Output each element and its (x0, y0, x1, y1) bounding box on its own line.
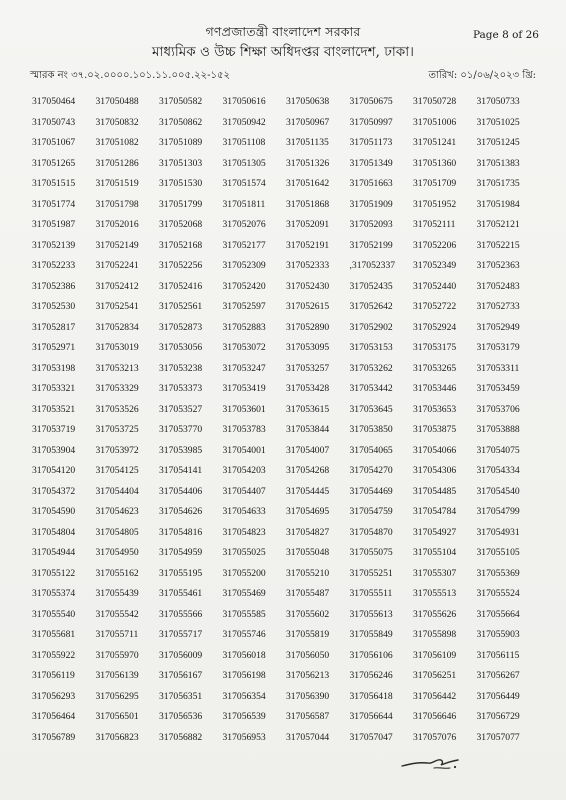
roll-number-cell: 317054485 (413, 485, 457, 497)
roll-number-cell: 317050464 (32, 96, 76, 107)
roll-number-cell: 317056267 (476, 670, 520, 681)
roll-number-cell: 317051799 (159, 198, 203, 210)
roll-number-cell: 317055075 (349, 547, 393, 558)
roll-number-cell: 317052902 (349, 321, 393, 333)
roll-number-cell: 317051735 (476, 178, 520, 189)
roll-number-cell: 317053719 (32, 424, 76, 435)
roll-number-cell: 317056139 (95, 670, 139, 681)
roll-number-cell: 317053095 (286, 342, 330, 353)
roll-number-cell: 317053601 (222, 403, 266, 415)
roll-number-cell: 317056106 (349, 649, 393, 661)
roll-number-cell: 317055626 (413, 608, 457, 620)
roll-number-cell: 317056018 (222, 649, 266, 661)
roll-number-cell: 317053875 (413, 424, 457, 435)
roll-number-cell: 317056644 (349, 711, 393, 722)
roll-number-cell: 317054759 (349, 506, 393, 517)
roll-number-cell: 317055025 (222, 547, 266, 558)
roll-number-cell: 317051326 (286, 157, 330, 169)
roll-number-cell: 317054959 (159, 547, 203, 558)
roll-number-cell: 317056351 (159, 690, 203, 702)
roll-number-cell: 317055898 (413, 629, 457, 640)
roll-number-cell: 317051025 (476, 116, 520, 128)
roll-number-cell: 317056953 (222, 731, 266, 743)
roll-number-cell: 317055849 (349, 629, 393, 640)
roll-number-cell: 317053706 (476, 403, 520, 415)
roll-number-cell: 317055717 (159, 629, 203, 640)
roll-number-cell: 317053521 (32, 403, 76, 415)
roll-number-cell: 317055903 (476, 629, 520, 640)
roll-number-cell: 317056050 (286, 649, 330, 661)
roll-number-cell: 317056646 (413, 711, 457, 722)
roll-number-cell: 317056115 (476, 649, 520, 661)
roll-number-cell: 317056536 (159, 711, 203, 722)
roll-number-cell: 317054469 (349, 485, 393, 497)
roll-number-cell: 317052199 (349, 239, 393, 251)
roll-number-cell: 317050997 (349, 116, 393, 128)
roll-number-cell: 317056823 (95, 731, 139, 743)
roll-number-cell: 317055970 (95, 649, 139, 661)
roll-number-cell: 317053175 (413, 342, 457, 353)
roll-number-cell: 317051245 (476, 137, 520, 148)
roll-number-cell: 317055664 (476, 608, 520, 620)
roll-number-cell: 317051006 (413, 116, 457, 128)
roll-number-cell: 317051135 (286, 137, 329, 148)
roll-number-cell: 317050832 (95, 116, 139, 128)
roll-number-cell: 317053153 (349, 342, 393, 353)
roll-number-cell: 317054944 (32, 547, 76, 558)
roll-number-cell: 317051383 (476, 157, 520, 169)
roll-number-cell: 317056246 (349, 670, 393, 681)
roll-number-cell: 317053645 (349, 403, 393, 415)
roll-number-cell: 317052191 (286, 239, 330, 251)
roll-number-cell: 317052883 (222, 321, 266, 333)
roll-number-cell: 317052215 (476, 239, 520, 251)
roll-number-cell: 317056464 (32, 711, 76, 722)
roll-number-cell: 317053019 (95, 342, 139, 353)
roll-number-cell: 317050638 (286, 96, 330, 107)
roll-number-cell: 317056882 (159, 731, 203, 743)
roll-number-cell: 317051530 (159, 178, 203, 189)
roll-number-cell: 317052541 (95, 301, 139, 312)
roll-number-cell: 317052309 (222, 260, 266, 271)
roll-number-cell: 317054804 (32, 526, 76, 538)
roll-number-cell: 317053238 (159, 362, 203, 374)
roll-number-cell: 317054633 (222, 506, 266, 517)
roll-number-cell: 317052177 (222, 239, 266, 251)
roll-number-cell: 317052890 (286, 321, 330, 333)
roll-number-cell: 317053213 (95, 362, 139, 374)
roll-number-cell: 317055922 (32, 649, 76, 661)
roll-number-cell: 317053844 (286, 424, 330, 435)
memo-number: স্মারক নং ৩৭.০২.০০০০.১০১.১১.০০৫.২২-১৫২ (30, 70, 230, 81)
roll-number-cell: 317052420 (222, 280, 266, 292)
roll-number-cell: 317055461 (159, 588, 203, 599)
roll-number-cell: 317056167 (159, 670, 203, 681)
roll-number-cell: 317056293 (32, 690, 76, 702)
roll-number-cell: 317051774 (32, 198, 76, 210)
roll-number-cell: 317055746 (222, 629, 266, 640)
roll-number-cell: 317053311 (476, 362, 520, 374)
roll-number-cell: 317054001 (222, 444, 266, 456)
roll-number-cell: 317050728 (413, 96, 457, 107)
roll-number-cell: 317052722 (413, 301, 457, 312)
roll-number-cell: 317051798 (95, 198, 139, 210)
roll-number-cell: 317056354 (222, 690, 266, 702)
roll-number-cell: 317052233 (32, 260, 76, 271)
roll-number-cell: 317050942 (222, 116, 266, 128)
roll-number-cell: 317054805 (95, 526, 139, 538)
roll-number-cell: 317054075 (476, 444, 520, 456)
roll-number-cell: 317054334 (476, 465, 520, 476)
roll-number-cell: 317053442 (349, 383, 393, 394)
roll-number-cell: 317052597 (222, 301, 266, 312)
roll-number-cell: 317052430 (286, 280, 330, 292)
roll-number-cell: 317052416 (159, 280, 203, 292)
roll-number-cell: 317051349 (349, 157, 393, 169)
roll-number-cell: 317056539 (222, 711, 266, 722)
roll-number-cell: 317053615 (286, 403, 330, 415)
roll-number-cell: 317057044 (286, 731, 330, 743)
roll-number-cell: 317054125 (95, 465, 139, 476)
roll-number-cell: 317057077 (476, 731, 520, 743)
roll-number-cell: 317054203 (222, 465, 266, 476)
roll-number-cell: 317055104 (413, 547, 457, 558)
roll-number-cell: 317054827 (286, 526, 330, 538)
roll-number-cell: 317053526 (95, 403, 139, 415)
roll-number-cell: 317055513 (413, 588, 457, 599)
roll-number-cell: 317055540 (32, 608, 76, 620)
roll-number-cell: 317052168 (159, 239, 203, 251)
roll-number-cell: 317055602 (286, 608, 330, 620)
signature-icon (398, 752, 468, 778)
roll-number-cell: 317051082 (95, 137, 139, 148)
roll-number-cell: 317052642 (349, 301, 393, 312)
roll-number-cell: 317055613 (349, 608, 393, 620)
roll-number-cell: 317052076 (222, 219, 266, 230)
roll-number-cell: 317057047 (349, 731, 393, 743)
roll-number-cell: 317052241 (95, 260, 139, 271)
roll-number-cell: 317055487 (286, 588, 330, 599)
roll-number-cell: 317053329 (95, 383, 139, 394)
roll-number-cell: 317054404 (95, 485, 139, 497)
roll-number-cell: 317052068 (159, 219, 203, 230)
roll-number-cell: 317051663 (349, 178, 393, 189)
roll-number-cell: 317054268 (286, 465, 330, 476)
roll-number-cell: 317054406 (159, 485, 203, 497)
roll-number-cell: 317055210 (286, 567, 330, 579)
roll-number-cell: 317050675 (349, 96, 393, 107)
roll-number-cell: 317053262 (349, 362, 393, 374)
roll-number-cell: 317056418 (349, 690, 393, 702)
roll-number-cell: 317052412 (95, 280, 139, 292)
roll-number-cell: 317051811 (222, 198, 266, 210)
roll-number-cell: 317054626 (159, 506, 203, 517)
roll-number-cell: 317051642 (286, 178, 330, 189)
roll-number-cell: 317051574 (222, 178, 266, 189)
roll-number-cell: 317052111 (413, 219, 456, 230)
roll-number-cell: 317056213 (286, 670, 330, 681)
roll-number-cell: 317053725 (95, 424, 139, 435)
roll-number-cell: 317052333 (286, 260, 330, 271)
roll-number-cell: 317056198 (222, 670, 266, 681)
roll-number-cell: 317053179 (476, 342, 520, 353)
roll-number-cell: 317055585 (222, 608, 266, 620)
roll-number-cell: 317051909 (349, 198, 393, 210)
roll-number-cell: 317055105 (476, 547, 520, 558)
roll-number-cell: 317053783 (222, 424, 266, 435)
roll-number-cell: 317055369 (476, 567, 520, 579)
roll-number-cell: 317054007 (286, 444, 330, 456)
roll-number-cell: 317051519 (95, 178, 139, 189)
roll-number-cell: 317051067 (32, 137, 76, 148)
roll-number-cell: 317052435 (349, 280, 393, 292)
roll-number-cell: 317051709 (413, 178, 457, 189)
roll-number-cell: 317054927 (413, 526, 457, 538)
roll-number-cell: 317051108 (222, 137, 266, 148)
roll-number-cell: 317052483 (476, 280, 520, 292)
roll-number-cell: 317052121 (476, 219, 520, 230)
roll-number-cell: 317056109 (413, 649, 457, 661)
roll-number-cell: 317055251 (349, 567, 393, 579)
roll-number-cell: 317053419 (222, 383, 266, 394)
roll-number-cell: 317051305 (222, 157, 266, 169)
roll-number-cell: 317053072 (222, 342, 266, 353)
roll-number-cell: 317056251 (413, 670, 457, 681)
roll-number-cell: 317054120 (32, 465, 76, 476)
roll-number-cell: 317052016 (95, 219, 139, 230)
roll-number-cell: 317052873 (159, 321, 203, 333)
roll-number-cell: 317055439 (95, 588, 139, 599)
roll-number-cell: 317050582 (159, 96, 203, 107)
roll-number-cell: 317054066 (413, 444, 457, 456)
roll-number-cell: 317055566 (159, 608, 203, 620)
roll-number-cell: 317055542 (95, 608, 139, 620)
roll-number-cell: 317052091 (286, 219, 330, 230)
roll-number-cell: 317051089 (159, 137, 203, 148)
roll-number-cell: 317050862 (159, 116, 203, 128)
roll-number-cell: 317053257 (286, 362, 330, 374)
roll-number-cell: 317056009 (159, 649, 203, 661)
roll-number-cell: 317050488 (95, 96, 139, 107)
roll-number-cell: 317053770 (159, 424, 203, 435)
roll-number-cell: 317051303 (159, 157, 203, 169)
roll-number-cell: 317053056 (159, 342, 203, 353)
roll-number-cell: 317055681 (32, 629, 76, 640)
roll-number-cell: ,317052337 (349, 260, 396, 271)
roll-number-cell: 317053265 (413, 362, 457, 374)
roll-number-cell: 317056119 (32, 670, 75, 681)
roll-number-cell: 317052733 (476, 301, 520, 312)
roll-number-cell: 317052149 (95, 239, 139, 251)
roll-number-cell: 317053888 (476, 424, 520, 435)
department-title: মাধ্যমিক ও উচ্চ শিক্ষা অধিদপ্তর বাংলাদেশ, ঢাকা। (152, 44, 414, 60)
roll-number-cell: 317054870 (349, 526, 393, 538)
roll-number-cell: 317051360 (413, 157, 457, 169)
roll-number-cell: 317052386 (32, 280, 76, 292)
roll-number-cell: 317055469 (222, 588, 266, 599)
roll-number-cell: 317052206 (413, 239, 457, 251)
roll-number-cell: 317052615 (286, 301, 330, 312)
roll-number-cell: 317050733 (476, 96, 520, 107)
roll-number-cell: 317053972 (95, 444, 139, 456)
roll-number-cell: 317056501 (95, 711, 139, 722)
roll-number-cell: 317051173 (349, 137, 393, 148)
roll-number-cell: 317054372 (32, 485, 76, 497)
roll-number-cell: 317053985 (159, 444, 203, 456)
roll-number-cell: 317050616 (222, 96, 266, 107)
roll-number-cell: 317053904 (32, 444, 76, 456)
roll-number-cell: 317055524 (476, 588, 520, 599)
roll-number-cell: 317052924 (413, 321, 457, 333)
roll-number-cell: 317055195 (159, 567, 203, 579)
roll-number-cell: 317051868 (286, 198, 330, 210)
roll-number-cell: 317054141 (159, 465, 203, 476)
roll-number-cell: 317054540 (476, 485, 520, 497)
roll-number-cell: 317052834 (95, 321, 139, 333)
roll-number-cell: 317054931 (476, 526, 520, 538)
roll-number-cell: 317055200 (222, 567, 266, 579)
roll-number-cell: 317052817 (32, 321, 76, 333)
roll-number-cell: 317051515 (32, 178, 76, 189)
roll-number-cell: 317056390 (286, 690, 330, 702)
roll-number-cell: 317055819 (286, 629, 330, 640)
roll-number-cell: 317056587 (286, 711, 330, 722)
roll-number-cell: 317053459 (476, 383, 520, 394)
roll-number-cell: 317052093 (349, 219, 393, 230)
roll-number-cell: 317054823 (222, 526, 266, 538)
roll-number-cell: 317053321 (32, 383, 76, 394)
roll-number-cell: 317054445 (286, 485, 330, 497)
roll-number-cell: 317054799 (476, 506, 520, 517)
roll-number-cell: 317054407 (222, 485, 266, 497)
roll-number-cell: 317055162 (95, 567, 139, 579)
roll-number-cell: 317056729 (476, 711, 520, 722)
roll-number-cell: 317051987 (32, 219, 76, 230)
roll-number-cell: 317052440 (413, 280, 457, 292)
roll-number-cell: 317054950 (95, 547, 139, 558)
roll-number-cell: 317052971 (32, 342, 76, 353)
roll-number-cell: 317054623 (95, 506, 139, 517)
roll-number-cell: 317054590 (32, 506, 76, 517)
roll-number-cell: 317052349 (413, 260, 457, 271)
roll-number-cell: 317055307 (413, 567, 457, 579)
roll-number-cell: 317056789 (32, 731, 76, 743)
roll-number-cell: 317054270 (349, 465, 393, 476)
roll-number-cell: 317052949 (476, 321, 520, 333)
roll-number-cell: 317051265 (32, 157, 76, 169)
government-title: গণপ্রজাতন্ত্রী বাংলাদেশ সরকার (205, 24, 361, 39)
roll-number-cell: 317050743 (32, 116, 76, 128)
roll-number-cell: 317051984 (476, 198, 520, 210)
roll-number-cell: 317052139 (32, 239, 76, 251)
roll-number-cell: 317050967 (286, 116, 330, 128)
document-date: তারিখ: ০১/০৬/২০২৩ খ্রি: (428, 70, 536, 81)
roll-number-cell: 317054816 (159, 526, 203, 538)
roll-number-cell: 317055711 (95, 629, 139, 640)
roll-number-cell: 317051952 (413, 198, 457, 210)
roll-number-cell: 317055048 (286, 547, 330, 558)
roll-number-cell: 317054784 (413, 506, 457, 517)
roll-number-cell: 317054065 (349, 444, 393, 456)
page-number: Page 8 of 26 (472, 29, 539, 41)
roll-number-cell: 317055511 (349, 588, 393, 599)
roll-number-table (32, 92, 540, 748)
roll-number-cell: 317052256 (159, 260, 203, 271)
roll-number-cell: 317055122 (32, 567, 76, 579)
roll-number-cell: 317054306 (413, 465, 457, 476)
roll-number-cell: 317054695 (286, 506, 330, 517)
roll-number-cell: 317051286 (95, 157, 139, 169)
roll-number-cell: 317056449 (476, 690, 520, 702)
roll-number-cell: 317051241 (413, 137, 457, 148)
roll-number-cell: 317052561 (159, 301, 203, 312)
roll-number-cell: 317053428 (286, 383, 330, 394)
roll-number-cell: 317053850 (349, 424, 393, 435)
roll-number-cell: 317053198 (32, 362, 76, 374)
roll-number-cell: 317055374 (32, 588, 76, 599)
roll-number-cell: 317057076 (413, 731, 457, 743)
roll-number-cell: 317052530 (32, 301, 76, 312)
roll-number-cell: 317053247 (222, 362, 266, 374)
roll-number-cell: 317053653 (413, 403, 457, 415)
roll-number-cell: 317053373 (159, 383, 203, 394)
roll-number-cell: 317056442 (413, 690, 457, 702)
roll-number-cell: 317052363 (476, 260, 520, 271)
roll-number-cell: 317053527 (159, 403, 203, 415)
roll-number-cell: 317056295 (95, 690, 139, 702)
roll-number-cell: 317053446 (413, 383, 457, 394)
